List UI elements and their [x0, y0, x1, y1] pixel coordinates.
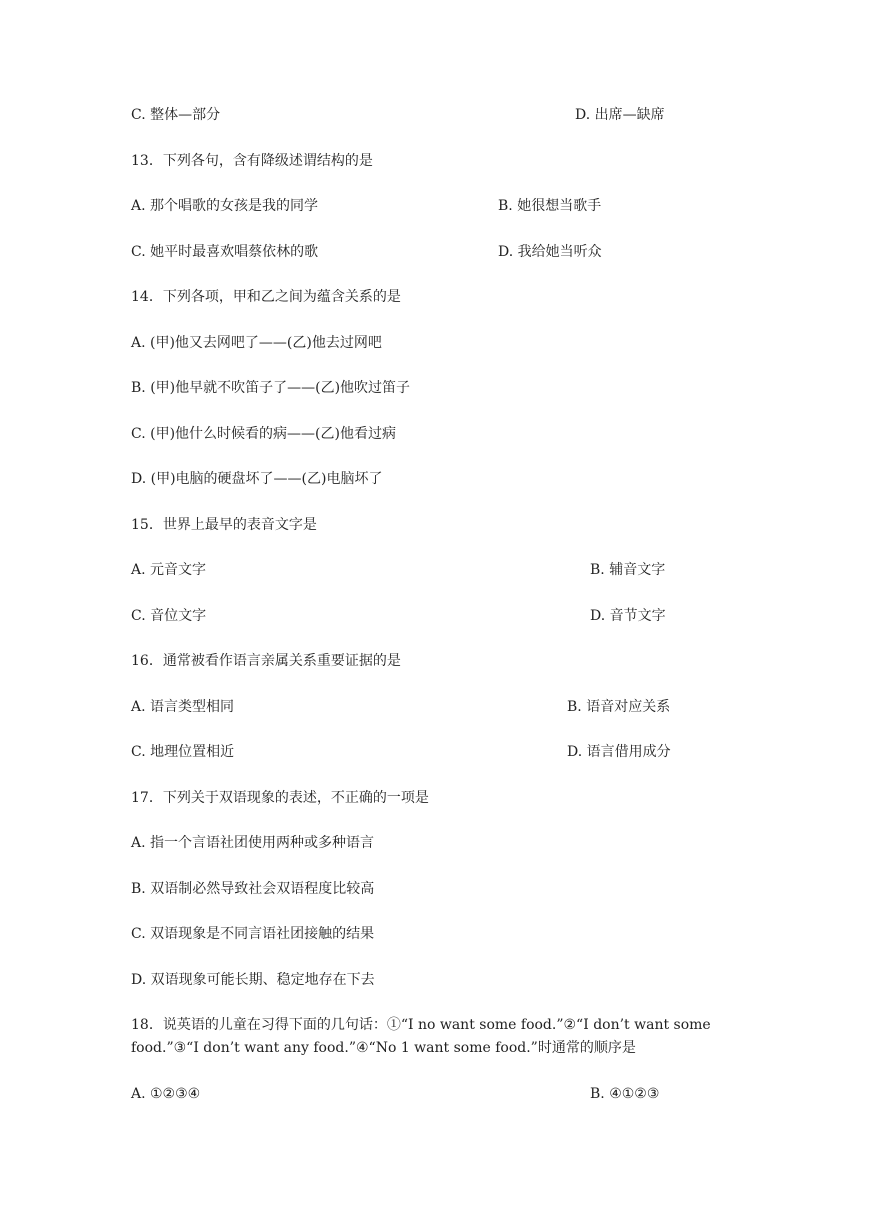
q13-option-d[interactable]: D. 我给她当听众 [498, 244, 602, 260]
q16-option-b[interactable]: B. 语音对应关系 [567, 699, 671, 715]
q16-option-c[interactable]: C. 地理位置相近 [131, 744, 235, 760]
q18-option-b[interactable]: B. ④①②③ [590, 1086, 660, 1102]
q15-option-b[interactable]: B. 辅音文字 [590, 562, 666, 578]
q15-option-a[interactable]: A. 元音文字 [131, 562, 207, 578]
q14-option-a[interactable]: A. (甲)他又去网吧了——(乙)他去过网吧 [131, 335, 382, 351]
q14-option-c[interactable]: C. (甲)他什么时候看的病——(乙)他看过病 [131, 426, 396, 442]
q15-option-d[interactable]: D. 音节文字 [590, 608, 666, 624]
q17-option-c[interactable]: C. 双语现象是不同言语社团接触的结果 [131, 926, 375, 942]
q16-option-a[interactable]: A. 语言类型相同 [131, 699, 235, 715]
q13-stem: 13．下列各句，含有降级述谓结构的是 [131, 153, 373, 169]
q16-option-d[interactable]: D. 语言借用成分 [567, 744, 671, 760]
q15-option-c[interactable]: C. 音位文字 [131, 608, 207, 624]
q17-stem: 17．下列关于双语现象的表述，不正确的一项是 [131, 790, 429, 806]
q13-option-a[interactable]: A. 那个唱歌的女孩是我的同学 [131, 198, 319, 214]
q17-option-b[interactable]: B. 双语制必然导致社会双语程度比较高 [131, 881, 375, 897]
q13-option-b[interactable]: B. 她很想当歌手 [498, 198, 602, 214]
q14-option-b[interactable]: B. (甲)他早就不吹笛子了——(乙)他吹过笛子 [131, 380, 411, 396]
q18-stem: 18．说英语的儿童在习得下面的几句话：①“I no want some food.”②“I don’t want some food.”③“I don’t want any food.”④“No 1 want some food.”时通常的顺序是 [131, 1017, 711, 1056]
q12-option-d[interactable]: D. 出席—缺席 [575, 107, 665, 123]
q13-option-c[interactable]: C. 她平时最喜欢唱蔡依林的歌 [131, 244, 319, 260]
q14-option-d[interactable]: D. (甲)电脑的硬盘坏了——(乙)电脑坏了 [131, 471, 383, 487]
q14-stem: 14．下列各项，甲和乙之间为蕴含关系的是 [131, 289, 401, 305]
q17-option-a[interactable]: A. 指一个言语社团使用两种或多种语言 [131, 835, 375, 851]
q16-stem: 16．通常被看作语言亲属关系重要证据的是 [131, 653, 401, 669]
q17-option-d[interactable]: D. 双语现象可能长期、稳定地存在下去 [131, 972, 375, 988]
q18-option-a[interactable]: A. ①②③④ [131, 1086, 201, 1102]
q15-stem: 15．世界上最早的表音文字是 [131, 517, 317, 533]
q12-option-c[interactable]: C. 整体—部分 [131, 107, 221, 123]
